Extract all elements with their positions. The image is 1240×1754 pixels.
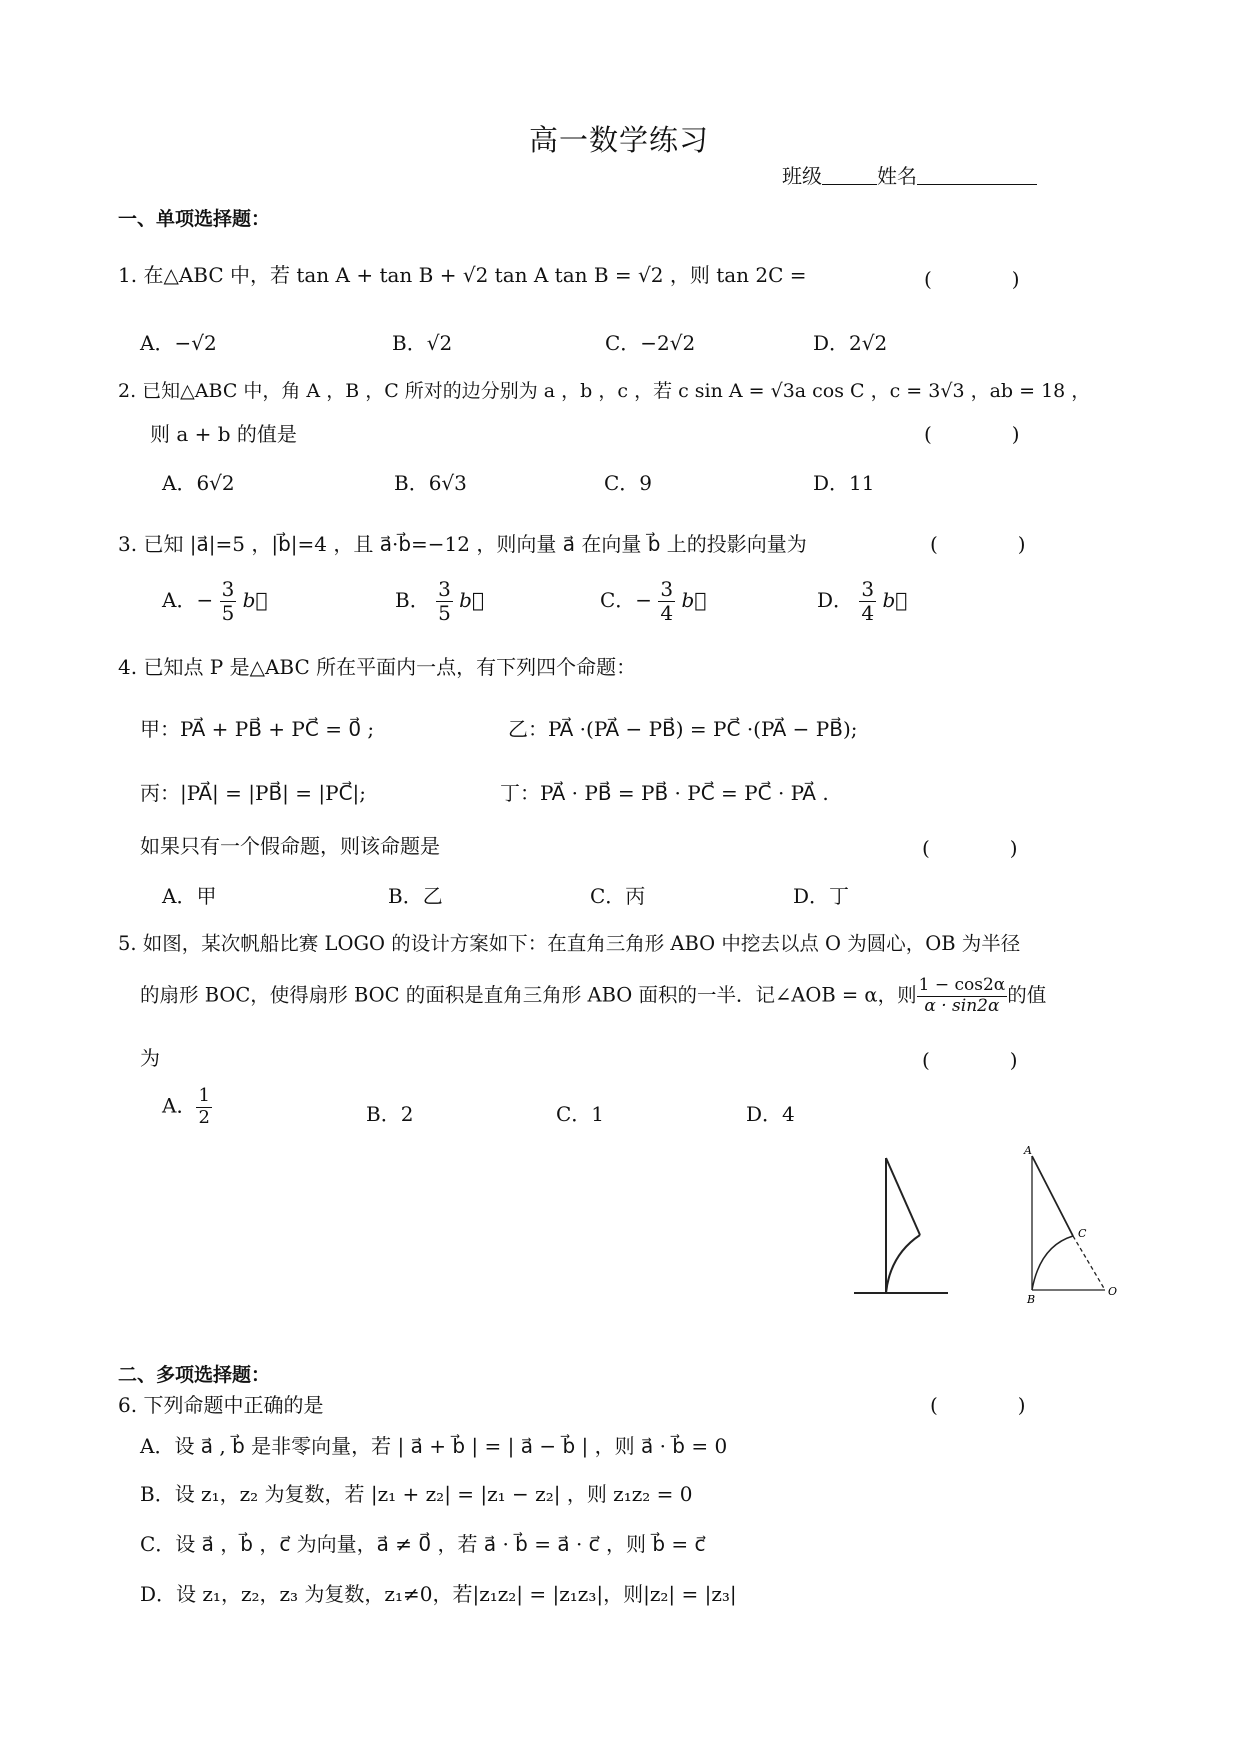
q4-statement-bing: 丙：|PA⃗| = |PB⃗| = |PC⃗|; xyxy=(140,781,367,805)
q1-option-d[interactable]: D．2√2 xyxy=(813,331,888,355)
q4-question: 如果只有一个假命题，则该命题是 xyxy=(140,834,440,858)
q4-answer-paren[interactable]: ( ) xyxy=(922,836,1018,860)
q3-option-c-den: 4 xyxy=(660,601,674,625)
q5-option-c[interactable]: C．1 xyxy=(556,1102,605,1126)
q3-option-b-den: 5 xyxy=(438,601,451,625)
q4-statement-yi: 乙：PA⃗ ·(PA⃗ − PB⃗) = PC⃗ ·(PA⃗ − PB⃗); xyxy=(508,717,858,741)
q4-option-b[interactable]: B．乙 xyxy=(388,884,443,908)
q3-option-b-label: B． xyxy=(395,588,430,612)
q3-answer-paren[interactable]: ( ) xyxy=(930,532,1026,556)
page-title: 高一数学练习 xyxy=(529,123,710,157)
q4-option-d[interactable]: D．丁 xyxy=(793,884,850,908)
sail-hypotenuse xyxy=(886,1158,920,1235)
q5-option-a-fraction xyxy=(196,1086,211,1128)
q4-stem: 4. 已知点 P 是△ABC 所在平面内一点，有下列四个命题： xyxy=(118,655,637,679)
q3-stem: 3. 已知 |a⃗|=5 ，|b⃗|=4 ，且 a⃗·b⃗=−12 ，则向量 a⃗ 在向量 b⃗ 上的投影向量为 xyxy=(118,532,807,556)
q3-option-a[interactable] xyxy=(162,578,267,625)
q5-option-a-den: 2 xyxy=(198,1106,210,1128)
q2-option-b[interactable]: B．6√3 xyxy=(394,471,467,495)
name-label: 姓名 xyxy=(877,164,917,188)
q5-option-a-label: A． xyxy=(162,1093,197,1118)
q5-option-a[interactable] xyxy=(162,1086,212,1128)
q6-option-b[interactable]: B．设 z₁，z₂ 为复数，若 |z₁ + z₂| = |z₁ − z₂| ，则 z₁z₂ = 0 xyxy=(140,1482,693,1506)
section-heading-single-choice: 一、单项选择题： xyxy=(118,208,271,230)
q5-stem-line2b: 的值 xyxy=(1007,983,1047,1007)
triangle-dashed-co xyxy=(1073,1236,1105,1290)
q6-option-c[interactable]: C．设 a⃗ ，b⃗ ，c⃗ 为向量，a⃗ ≠ 0⃗ ，若 a⃗ · b⃗ = a⃗ · c⃗ ，则 b⃗ = c⃗ xyxy=(140,1532,706,1556)
class-label: 班级 xyxy=(782,164,822,188)
q5-frac-num: 1 − cos2α xyxy=(918,975,1006,995)
q2-stem-line1: 2. 已知△ABC 中，角 A ，B ，C 所对的边分别为 a ，b ，c ，若 c sin A = √3a cos C ，c = 3√3 ，ab = 18 ， xyxy=(118,380,1091,402)
q3-option-b-vector: b⃗ xyxy=(459,588,484,612)
q3-option-a-fraction xyxy=(220,578,237,625)
q6-answer-paren[interactable]: ( ) xyxy=(930,1393,1026,1417)
triangle-arc-bc xyxy=(1032,1236,1073,1290)
triangle-side-ac xyxy=(1032,1156,1073,1236)
q6-option-a[interactable]: A．设 a⃗ , b⃗ 是非零向量，若 | a⃗ + b⃗ | = | a⃗ − b⃗ | ，则 a⃗ · b⃗ = 0 xyxy=(140,1434,728,1458)
q2-option-c[interactable]: C．9 xyxy=(604,471,653,495)
q5-figure-triangle-abo xyxy=(1020,1142,1130,1306)
q5-stem-line2a: 的扇形 BOC，使得扇形 BOC 的面积是直角三角形 ABO 面积的一半．记∠AOB = α，则 xyxy=(140,983,917,1007)
q4-option-a[interactable]: A．甲 xyxy=(162,884,217,908)
figure-label-b: B xyxy=(1027,1293,1036,1306)
q5-frac-den: α · sin2α xyxy=(924,995,1000,1016)
q3-option-c-label: C．− xyxy=(600,588,653,612)
q2-option-d[interactable]: D．11 xyxy=(813,471,875,495)
q3-option-b-num: 3 xyxy=(438,577,451,601)
q1-option-b[interactable]: B．√2 xyxy=(392,331,453,355)
q3-option-d-den: 4 xyxy=(861,601,875,625)
q1-option-a[interactable]: A．−√2 xyxy=(140,331,217,355)
q3-option-a-vector: b⃗ xyxy=(242,588,268,612)
q3-option-d-num: 3 xyxy=(861,577,875,601)
q6-option-d[interactable]: D．设 z₁，z₂，z₃ 为复数，z₁≠0，若|z₁z₂| = |z₁z₃|，则|z₂| = |z₃| xyxy=(140,1582,737,1606)
q2-answer-paren[interactable]: ( ) xyxy=(924,422,1020,446)
q5-stem-line2 xyxy=(140,976,1046,1016)
q3-option-a-label: A．− xyxy=(162,588,214,612)
q3-option-c-num: 3 xyxy=(660,577,674,601)
q3-option-d-fraction xyxy=(859,578,876,625)
q1-stem: 1. 在△ABC 中，若 tan A + tan B + √2 tan A tan B = √2 ，则 tan 2C = xyxy=(118,263,807,287)
q5-fraction xyxy=(917,976,1008,1016)
q5-option-a-num: 1 xyxy=(198,1085,210,1106)
q5-stem-line1: 5. 如图，某次帆船比赛 LOGO 的设计方案如下：在直角三角形 ABO 中挖去以点 O 为圆心，OB 为半径 xyxy=(118,932,1021,955)
figure-label-o: O xyxy=(1108,1285,1118,1298)
sail-arc xyxy=(886,1235,920,1293)
q3-option-c-vector: b⃗ xyxy=(681,588,707,612)
q2-option-a[interactable]: A．6√2 xyxy=(162,471,235,495)
class-blank[interactable] xyxy=(822,166,877,185)
q3-option-d[interactable] xyxy=(817,578,907,625)
section-heading-multiple-choice: 二、多项选择题： xyxy=(118,1364,271,1386)
class-name-line xyxy=(782,160,1037,189)
figure-label-c: C xyxy=(1078,1227,1087,1240)
q3-option-a-num: 3 xyxy=(221,577,235,601)
q4-option-c[interactable]: C．丙 xyxy=(590,884,646,908)
q1-option-c[interactable]: C．−2√2 xyxy=(605,331,696,355)
figure-label-a: A xyxy=(1024,1144,1032,1157)
q1-answer-paren[interactable]: ( ) xyxy=(924,267,1020,291)
q3-option-c[interactable] xyxy=(600,578,706,625)
q3-option-b[interactable] xyxy=(395,578,484,625)
q4-statement-ding: 丁：PA⃗ · PB⃗ = PB⃗ · PC⃗ = PC⃗ · PA⃗ . xyxy=(500,781,829,805)
name-blank[interactable] xyxy=(917,166,1037,185)
q5-stem-line3: 为 xyxy=(140,1046,160,1070)
q5-option-d[interactable]: D．4 xyxy=(746,1102,795,1126)
q3-option-b-fraction xyxy=(436,578,453,625)
q5-answer-paren[interactable]: ( ) xyxy=(922,1048,1018,1072)
q3-option-c-fraction xyxy=(658,578,675,625)
q3-option-d-vector: b⃗ xyxy=(882,588,908,612)
q6-stem: 6. 下列命题中正确的是 xyxy=(118,1393,324,1417)
q3-option-a-den: 5 xyxy=(221,601,235,625)
q5-option-b[interactable]: B．2 xyxy=(366,1102,414,1126)
q3-option-d-label: D． xyxy=(817,588,854,612)
q2-stem-line2: 则 a + b 的值是 xyxy=(150,422,297,446)
q4-statement-jia: 甲：PA⃗ + PB⃗ + PC⃗ = 0⃗ ; xyxy=(140,717,375,741)
q5-figure-sail-logo xyxy=(850,1150,960,1300)
